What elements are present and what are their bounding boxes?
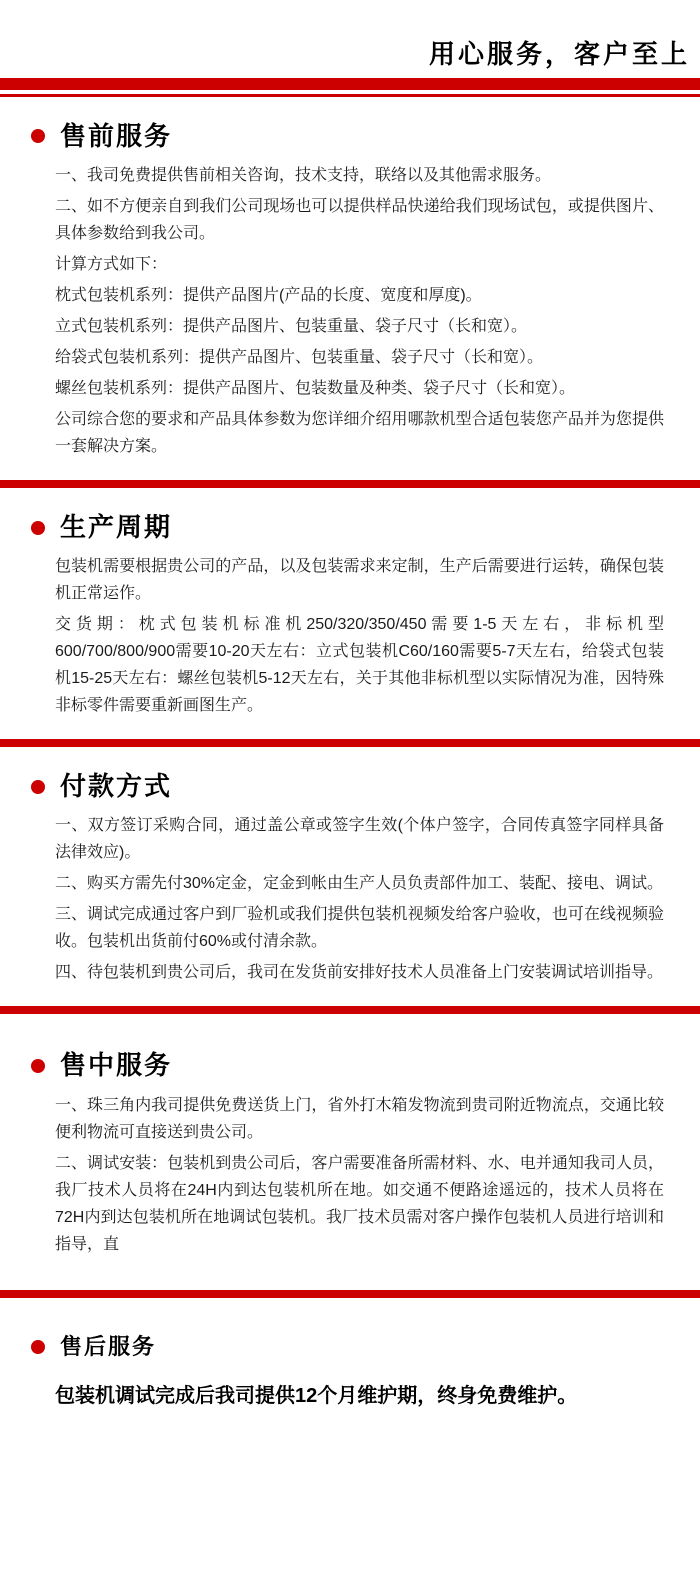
paragraph: 包装机需要根据贵公司的产品，以及包装需求来定制，生产后需要进行运转，确保包装机正常运作。 — [55, 558, 664, 603]
section-after-sale-service — [0, 1334, 700, 1412]
paragraph: 包装机调试完成后我司提供12个月维护期，终身免费维护。 — [55, 1385, 578, 1408]
section-divider — [0, 739, 700, 747]
section-divider — [0, 1290, 700, 1298]
paragraph: 给袋式包装机系列：提供产品图片、包装重量、袋子尺寸（长和宽）。 — [55, 349, 544, 367]
section-pre-sale-service — [0, 121, 700, 460]
red-dot-bullet-icon — [31, 521, 45, 535]
header-bar-thin — [0, 94, 700, 97]
paragraph: 四、待包装机到贵公司后，我司在发货前安排好技术人员准备上门安装调试培训指导。 — [55, 964, 664, 982]
section-title: 售中服务 — [60, 1050, 173, 1081]
paragraph: 螺丝包装机系列：提供产品图片、包装数量及种类、袋子尺寸（长和宽）。 — [55, 380, 576, 398]
paragraph: 枕式包装机系列：提供产品图片(产品的长度、宽度和厚度)。 — [55, 287, 482, 305]
section-divider — [0, 480, 700, 488]
section-title: 付款方式 — [60, 771, 173, 802]
page-slogan: 用心服务，客户至上 — [428, 39, 690, 69]
section-heading — [31, 771, 664, 802]
section-heading — [31, 1050, 664, 1081]
paragraph: 二、调试安装：包装机到贵公司后，客户需要准备所需材料、水、电并通知我司人员，我厂技术人员将在24H内到达包装机所在地。如交通不便路途遥远的，技术人员将在72H内到达包装机所在地调试包装机。我厂技术员需对客户操作包装机人员进行培训和指导，直 — [55, 1154, 664, 1253]
paragraph: 一、珠三角内我司提供免费送货上门，省外打木箱发物流到贵司附近物流点，交通比较便利物流可直接送到贵公司。 — [55, 1096, 664, 1141]
section-heading — [31, 121, 664, 152]
red-dot-bullet-icon — [31, 1059, 45, 1073]
section-payment-method — [0, 771, 700, 986]
paragraph: 计算方式如下： — [55, 256, 168, 274]
paragraph: 一、双方签订采购合同，通过盖公章或签字生效(个体户签字，合同传真签字同样具备法律效应)。 — [55, 817, 664, 862]
section-production-cycle — [0, 512, 700, 719]
page-header — [0, 0, 700, 97]
paragraph: 立式包装机系列：提供产品图片、包装重量、袋子尺寸（长和宽）。 — [55, 318, 528, 336]
paragraph: 交货期：枕式包装机标准机250/320/350/450需要1-5天左右，非标机型600/700/800/900需要10-20天左右：立式包装机C60/160需要5-7天左右，给袋式包装机15-25天左右：螺丝包装机5-12天左右，关于其他非标机型以实际情况为准，因特殊非标零件需要重新画图生产。 — [55, 616, 664, 715]
section-title: 生产周期 — [60, 512, 173, 543]
red-dot-bullet-icon — [31, 129, 45, 143]
section-divider — [0, 1006, 700, 1014]
paragraph: 公司综合您的要求和产品具体参数为您详细介绍用哪款机型合适包装您产品并为您提供一套解决方案。 — [55, 411, 664, 456]
red-dot-bullet-icon — [31, 780, 45, 794]
header-bar-thick — [0, 78, 700, 90]
section-heading — [31, 1334, 664, 1360]
section-mid-sale-service — [0, 1050, 700, 1257]
paragraph: 三、调试完成通过客户到厂验机或我们提供包装机视频发给客户验收，也可在线视频验收。包装机出货前付60%或付清余款。 — [55, 906, 664, 951]
section-title: 售前服务 — [60, 120, 173, 151]
paragraph: 二、购买方需先付30%定金，定金到帐由生产人员负责部件加工、装配、接电、调试。 — [55, 875, 664, 893]
paragraph: 二、如不方便亲自到我们公司现场也可以提供样品快递给我们现场试包，或提供图片、具体参数给到我公司。 — [55, 198, 664, 243]
section-title: 售后服务 — [60, 1333, 157, 1359]
red-dot-bullet-icon — [31, 1340, 45, 1354]
paragraph: 一、我司免费提供售前相关咨询，技术支持，联络以及其他需求服务。 — [55, 167, 552, 185]
section-heading — [31, 512, 664, 543]
